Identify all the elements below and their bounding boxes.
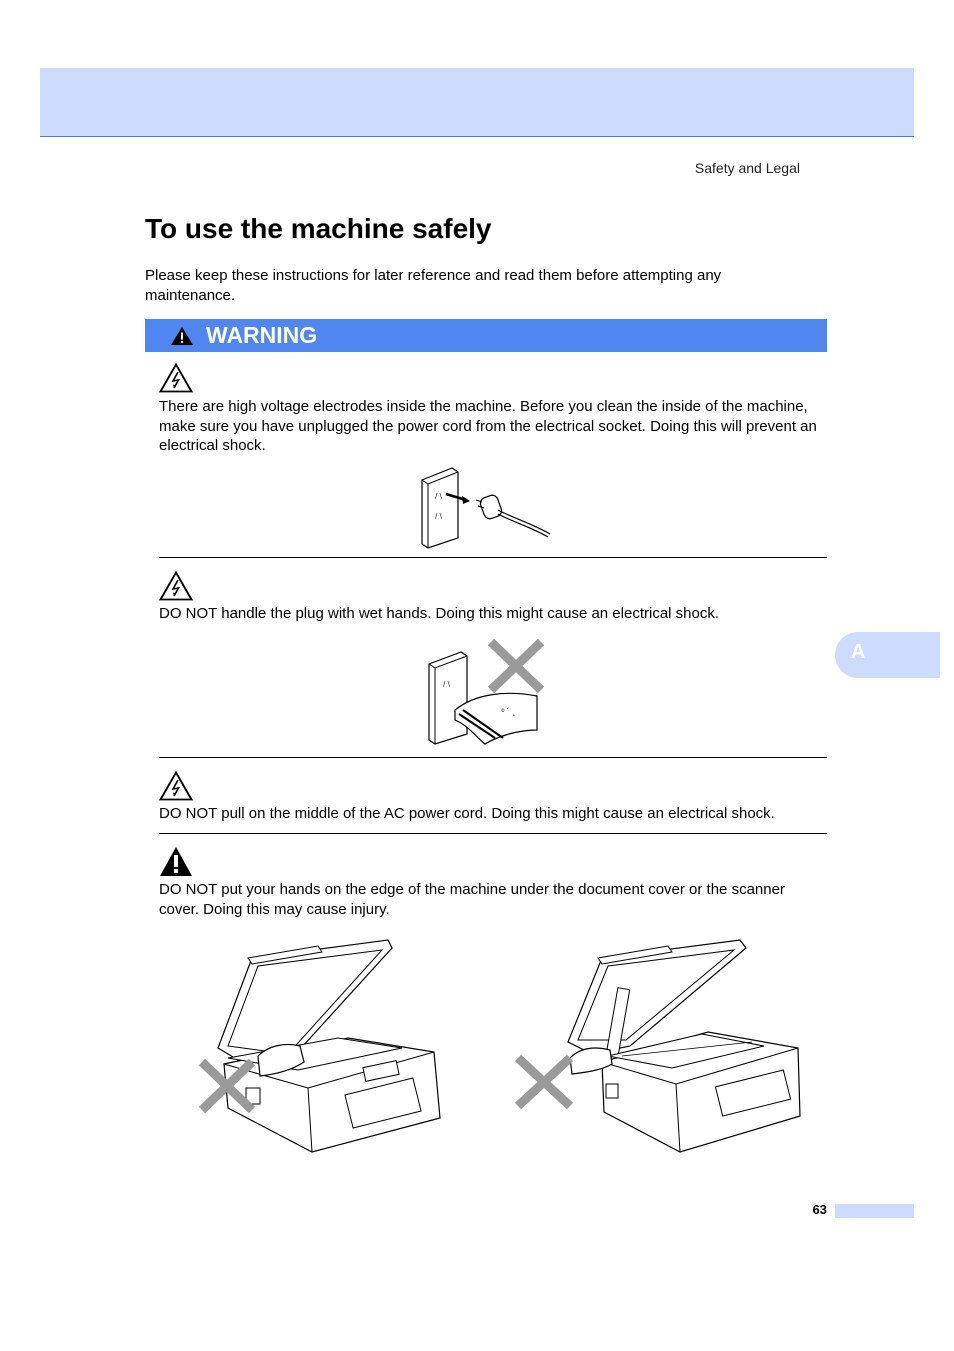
page-number: 63 [812, 1202, 827, 1217]
electrical-hazard-icon [159, 363, 193, 393]
divider [159, 557, 827, 558]
chapter-tab [835, 632, 940, 678]
warning-text-4: DO NOT put your hands on the edge of the machine under the document cover or the scanner cover. Doing this may cause injury. [159, 881, 785, 918]
scanner-open-illustration [512, 938, 804, 1158]
electrical-hazard-icon [159, 571, 193, 601]
svg-text:ͦ ˊ ˎ: ͦ ˊ ˎ [503, 707, 517, 716]
svg-text:/ \: / \ [435, 512, 442, 520]
warning-text-2: DO NOT handle the plug with wet hands. Doing this might cause an electrical shock. [159, 605, 720, 622]
header-band [40, 68, 914, 137]
chapter-tab-label: A [851, 641, 866, 663]
electrical-hazard-icon [159, 771, 193, 801]
divider [159, 833, 827, 834]
warning-banner [145, 319, 827, 352]
footer-bar [835, 1204, 914, 1218]
warning-text-3: DO NOT pull on the middle of the AC power cord. Doing this might cause an electrical shock. [159, 805, 775, 822]
page-title: To use the machine safely [145, 213, 492, 244]
divider [159, 757, 827, 758]
svg-text:/ \: / \ [435, 492, 442, 500]
intro-paragraph: Please keep these instructions for later reference and read them before attempting any maintenance. [145, 267, 722, 304]
scanner-cover-illustration [188, 938, 444, 1158]
warning-text-1: There are high voltage electrodes inside the machine. Before you clean the inside of the machine, make sure you have unplugged the power cord from the electrical socket. Doing this will prevent an electrical shock. [159, 398, 817, 454]
running-header: Safety and Legal [694, 160, 800, 176]
warning-triangle-icon [171, 327, 193, 345]
general-warning-icon [159, 846, 193, 878]
wet-hands-plug-illustration [425, 634, 549, 746]
svg-text:/ \: / \ [443, 680, 450, 688]
warning-label: WARNING [206, 322, 318, 348]
unplug-illustration [418, 466, 554, 550]
